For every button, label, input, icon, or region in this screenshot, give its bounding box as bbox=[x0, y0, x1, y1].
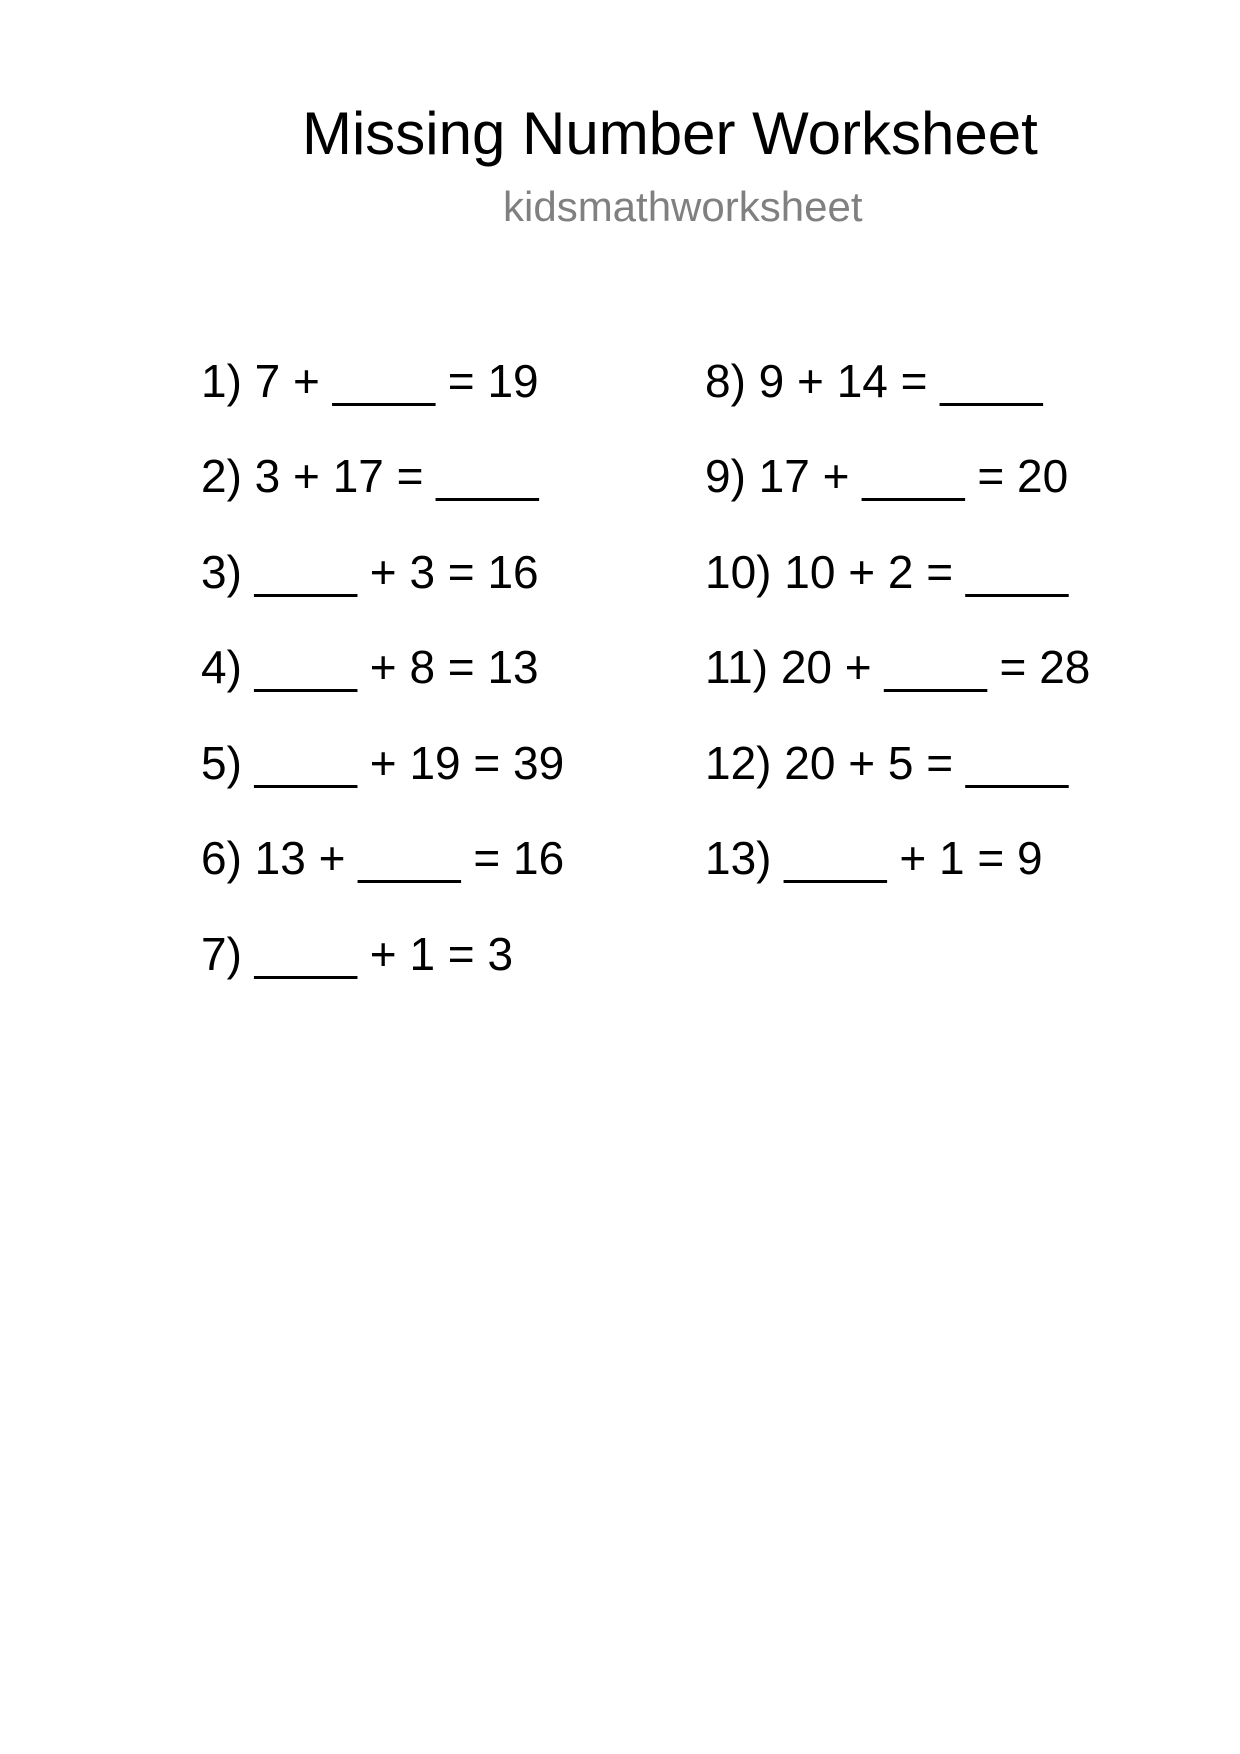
problem-11: 11) 20 + ____ = 28 bbox=[705, 641, 1091, 693]
problem-8: 8) 9 + 14 = ____ bbox=[705, 355, 1043, 407]
problem-5: 5) ____ + 19 = 39 bbox=[201, 737, 565, 789]
problem-13: 13) ____ + 1 = 9 bbox=[705, 832, 1043, 884]
problem-1: 1) 7 + ____ = 19 bbox=[201, 355, 539, 407]
problem-9: 9) 17 + ____ = 20 bbox=[705, 450, 1069, 502]
problem-3: 3) ____ + 3 = 16 bbox=[201, 546, 539, 598]
problem-12: 12) 20 + 5 = ____ bbox=[705, 737, 1069, 789]
worksheet-title: Missing Number Worksheet bbox=[302, 100, 1038, 167]
worksheet-subtitle: kidsmathworksheet bbox=[503, 183, 863, 230]
problem-10: 10) 10 + 2 = ____ bbox=[705, 546, 1069, 598]
problem-6: 6) 13 + ____ = 16 bbox=[201, 832, 565, 884]
problem-7: 7) ____ + 1 = 3 bbox=[201, 928, 514, 980]
problem-4: 4) ____ + 8 = 13 bbox=[201, 641, 539, 693]
problem-2: 2) 3 + 17 = ____ bbox=[201, 450, 539, 502]
